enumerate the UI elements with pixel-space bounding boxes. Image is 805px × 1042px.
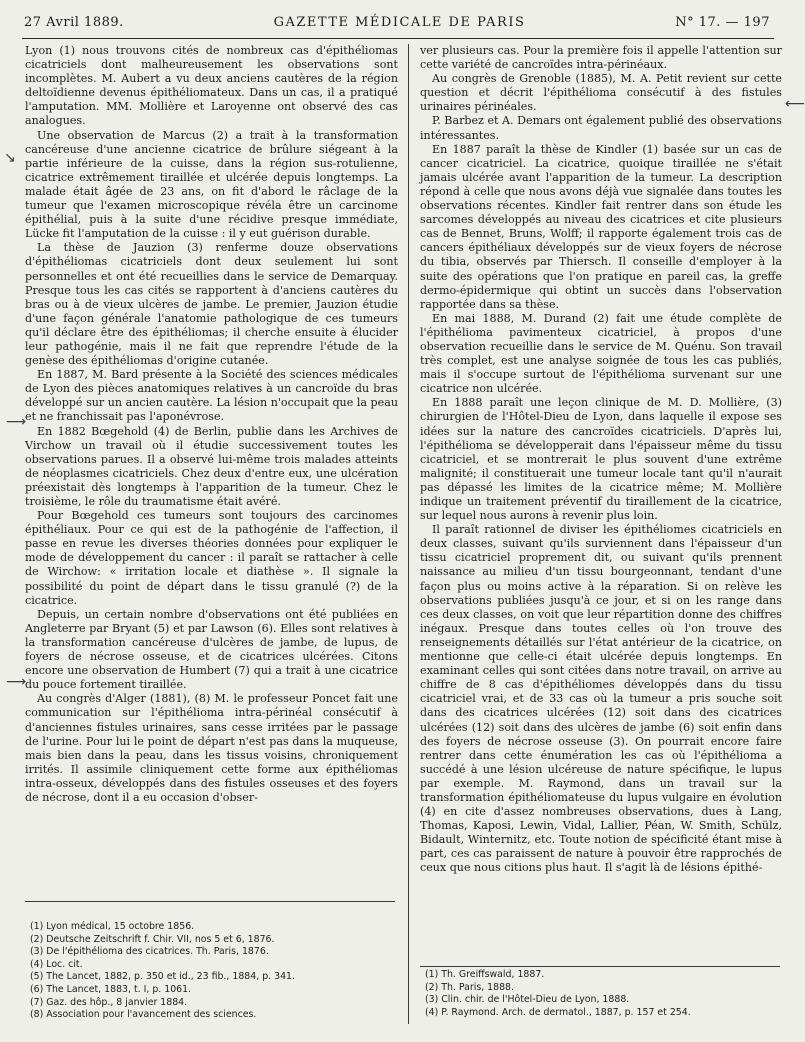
paragraph: Au congrès de Grenoble (1885), M. A. Petit revient sur cette question et décrit l'épithélioma consécutif à des fistules urinaires périnéales. — [420, 72, 782, 114]
footnote-rule-left — [25, 901, 395, 902]
paragraph: En mai 1888, M. Durand (2) fait une étude complète de l'épithélioma pavimenteux cicatriciel, à propos d'une observation recueillie dans le service de M. Quénu. Son travail très complet, est une analyse soignée de tous les cas publiés, mais il s'occupe surtout de l'épithélioma survenant sur une cicatrice non ulcérée. — [420, 311, 782, 396]
footnote: (3) De l'épithélioma des cicatrices. Th. Paris, 1876. — [30, 946, 269, 958]
footnote: (3) Clin. chir. de l'Hôtel-Dieu de Lyon, 1888. — [425, 994, 630, 1006]
footnote: (1) Lyon médical, 15 octobre 1856. — [30, 921, 195, 932]
left-footnotes — [30, 921, 400, 1022]
footnote: (4) P. Raymond. Arch. de dermatol., 1887, p. 157 et 254. — [425, 1006, 691, 1018]
footnote: (1) Th. Greiffswald, 1887. — [425, 969, 545, 980]
paragraph: Il paraît rationnel de diviser les épithéliomes cicatriciels en deux classes, suivant qu'ils surviennent dans l'épaisseur d'un tissu cicatriciel proprement dit, ou suivant qu'ils prennent naissance au milieu d'un tissu bourgeonnant, tendant d'une façon plus ou moins active à la réparation. Si on relève les observations publiées jusqu'à ce jour, et si on les range dans ces deux classes, on voit que leur répartition donne des chiffres inégaux. Presque dans toutes celles où l'on trouve des renseignements détaillés sur l'état antérieur de la cicatrice, on mentionne que celle-ci était ulcérée depuis longtemps. En examinant celles qui sont citées dans notre travail, on arrive au chiffre de 8 cas d'épithéliomes développés dans du tissu cicatriciel vrai, et de 33 cas où la tumeur a pris souche soit dans des cicatrices ulcérées (12) soit dans des cicatrices ulcérées (12) soit dans des ulcères de jambe (6) soit enfin dans des foyers de nécrose osseuse (3). On pourrait encore faire rentrer dans cette énumération les cas où l'épithélioma a succédé à une lésion ulcéreuse de nature spécifique, le lupus par exemple. M. Raymond, dans un travail sur la transformation épithéliomateuse du lupus vulgaire en évolution (4) en cite d'assez nombreuses observations, dues à Lang, Thomas, Kaposi, Lewin, Vidal, Lallier, Péan, W. Smith, Schülz, Bidault, Winternitz, etc. Toute notion de spécificité étant mise à part, ces cas paraissent de nature à pouvoir être rapprochés de ceux que nous citions plus haut. Il s'agit là de lésions épithé- — [420, 523, 782, 875]
right-column — [420, 44, 782, 876]
header-rule — [22, 38, 774, 39]
paragraph: En 1887, M. Bard présente à la Société des sciences médicales de Lyon des pièces anatomiques relatives à un cancroïde du bras développé sur un ancien cautère. La lésion n'occupait que la peau et ne franchissait pas l'aponévrose. — [25, 368, 398, 424]
header-date: 27 Avril 1889. — [24, 15, 124, 30]
paragraph: ver plusieurs cas. Pour la première fois il appelle l'attention sur cette variété de cancroïdes intra-périnéaux. — [420, 44, 782, 72]
column-separator — [408, 44, 409, 1024]
margin-arrow-icon: ↘ — [4, 150, 16, 166]
paragraph: Pour Bœgehold ces tumeurs sont toujours des carcinomes épithéliaux. Pour ce qui est de la pathogénie de l'affection, il passe en revue les diverses théories données pour expliquer le mode de développement du cancer : il paraît se rattacher à celle de Wirchow: « irritation locale et diathèse ». Il signale la possibilité du point de départ dans le tissu granulé (?) de la cicatrice. — [25, 509, 398, 607]
right-footnotes — [425, 969, 785, 1019]
paragraph: Lyon (1) nous trouvons cités de nombreux cas d'épithéliomas cicatriciels dont malheureusement les observations sont incomplètes. M. Aubert a vu deux anciens cautères de la région deltoïdienne devenus épithéliomateux. Dans un cas, il a pratiqué l'amputation. MM. Mollière et Laroyenne ont observé des cas analogues. — [25, 44, 398, 128]
paragraph: Une observation de Marcus (2) a trait à la transformation cancéreuse d'une ancienne cicatrice de brûlure siégeant à la partie inférieure de la cuisse, dans la région sus-rotulienne, cicatrice extrêmement tiraillée et ulcérée depuis longtemps. La malade était âgée de 23 ans, on fit d'abord le râclage de la tumeur que l'examen microscopique révéla être un carcinome épithélial, puis à la suite d'une récidive presque immédiate, Lücke fit l'amputation de la cuisse : il y eut guérison durable. — [25, 128, 398, 241]
footnote: (5) The Lancet, 1882, p. 350 et id., 23 fib., 1884, p. 341. — [30, 971, 295, 983]
footnote: (2) Deutsche Zeitschrift f. Chir. VII, nos 5 et 6, 1876. — [30, 933, 275, 945]
header-page-number: N° 17. — 197 — [675, 15, 770, 30]
margin-arrow-icon: ⟵ — [785, 96, 805, 112]
footnote-rule-right — [420, 966, 780, 967]
paragraph: Depuis, un certain nombre d'observations ont été publiées en Angleterre par Bryant (5) et par Lawson (6). Elles sont relatives à la transformation cancéreuse d'ulcères de jambe, de lupus, de foyers de nécrose osseuse, et de cicatrices ulcérées. Citons encore une observation de Humbert (7) qui a trait à une cicatrice du pouce fortement tiraillée. — [25, 607, 398, 692]
margin-arrow-icon: ⟶ — [6, 414, 27, 430]
footnote: (2) Th. Paris, 1888. — [425, 981, 515, 993]
paragraph: En 1887 paraît la thèse de Kindler (1) basée sur un cas de cancer cicatriciel. La cicatrice, quoique tiraillée ne s'était jamais ulcérée avant l'apparition de la tumeur. La description répond à celle que nous avons déjà vue signalée dans toutes les observations récentes. Kindler fait rentrer dans son étude les sarcomes développés au niveau des cicatrices et cite plusieurs cas de Bennet, Bruns, Wolff; il rapporte également trois cas de cancers épithéliaux développés sur de vieux foyers de nécrose du tibia, observés par Thiersch. Il conseille d'employer à la suite des opérations que l'on pratique en pareil cas, la greffe dermo-épidermique qui obtint un succès dans l'observation rapportée dans sa thèse. — [420, 142, 782, 311]
header-title: GAZETTE MÉDICALE DE PARIS — [273, 15, 526, 30]
paragraph: En 1882 Bœgehold (4) de Berlin, publie dans les Archives de Virchow un travail où il étudie successivement toutes les observations parues. Il a observé lui-même trois malades atteints de néoplasmes cicatriciels. Chez deux d'entre eux, une ulcération préexistait dès longtemps à l'apparition de la tumeur. Chez le troisième, le rôle du traumatisme était avéré. — [25, 424, 398, 508]
page-header — [24, 15, 770, 35]
footnote: (4) Loc. cit. — [30, 958, 83, 970]
footnote: (6) The Lancet, 1883, t. I, p. 1061. — [30, 983, 192, 995]
left-column — [25, 44, 398, 805]
paragraph: Au congrès d'Alger (1881), (8) M. le professeur Poncet fait une communication sur l'épithélioma intra-périnéal consécutif à d'anciennes fistules urinaires, sans cesse irritées par le passage de l'urine. Pour lui le point de départ n'est pas dans la muqueuse, mais bien dans la peau, dans les tissus voisins, chroniquement irrités. Il assimile cliniquement cette forme aux épithéliomas intra-osseux, développés dans des fistules osseuses et des foyers de nécrose, dont il a eu occasion d'obser- — [25, 692, 398, 804]
margin-arrow-icon: ⟶ — [6, 674, 27, 690]
paragraph: La thèse de Jauzion (3) renferme douze observations d'épithéliomas cicatriciels dont deux seulement lui sont personnelles et ont été recueillies dans le service de Demarquay. Presque tous les cas cités se rapportent à d'anciens cautères du bras ou à de vieux ulcères de jambe. Le premier, Jauzion étudie d'une façon générale l'anatomie pathologique de ces tumeurs qu'il déclare être des épithéliomas; il cherche ensuite à élucider leur pathogénie, mais il ne fait que reprendre l'étude de la genèse des épithéliomas d'origine cutanée. — [25, 241, 398, 368]
footnote: (8) Association pour l'avancement des sciences. — [30, 1009, 257, 1021]
paragraph: En 1888 paraît une leçon clinique de M. D. Mollière, (3) chirurgien de l'Hôtel-Dieu de Lyon, dans laquelle il expose ses idées sur la nature des cancroïdes cicatriciels. D'après lui, l'épithélioma se développerait dans l'épaisseur même du tissu cicatriciel, et se montrerait le plus souvent d'une extrême malignité; il constituerait une tumeur locale tant qu'il n'aurait pas dépassé les limites de la cicatrice même; M. Mollière indique un traitement préventif du tiraillement de la cicatrice, sur lequel nous aurons à revenir plus loin. — [420, 396, 782, 523]
footnote: (7) Gaz. des hôp., 8 janvier 1884. — [30, 996, 188, 1008]
paragraph: P. Barbez et A. Demars ont également publié des observations intéressantes. — [420, 114, 782, 142]
